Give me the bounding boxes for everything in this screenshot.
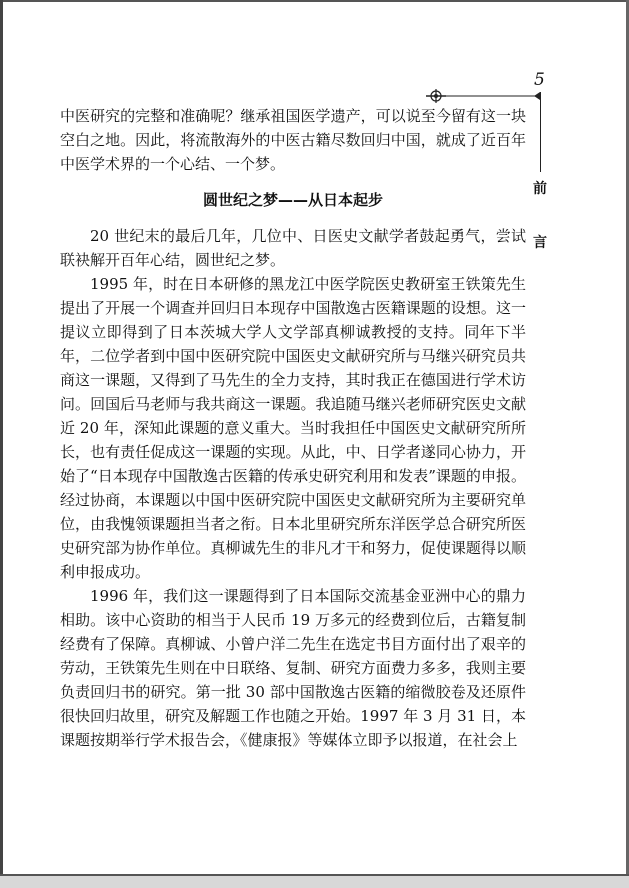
page-frame-top — [0, 0, 629, 2]
paragraph-1: 20 世纪末的最后几年，几位中、日医史文献学者鼓起勇气，尝试联袂解开百年心结，圆世纪之梦。 — [60, 227, 526, 269]
side-rule — [540, 92, 541, 172]
page-frame-bottom — [0, 874, 629, 888]
side-char-yan: 言 — [533, 235, 547, 251]
page-body — [60, 104, 526, 752]
paragraph-2: 1995 年，时在日本研修的黑龙江中医学院医史教研室王铁策先生提出了开展一个调查并回归日本现存中国散逸古医籍课题的设想。这一提议立即得到了日本茨城大学人文学部真柳诚教授的支持。同年下半年，二位学者到中国中医研究院中国医史文献研究所与马继兴研究员共商这一课题，又得到了马先生的全力支持，其时我正在德国进行学术访问。回国后马老师与我共商这一课题。我追随马继兴老师研究医史文献近 20 年，深知此课题的意义重大。当时我担任中国医史文献研究所所长，也有责任促成这一课题的实现。从此，中、日学者遂同心协力，开始了“日本现存中国散逸古医籍的传承史研究利用和发表”课题的申报。经过协商，本课题以中国中医研究院中国医史文献研究所为主要研究单位，由我愧领课题担当者之衔。日本北里研究所东洋医学总合研究所医史研究部为协作单位。真柳诚先生的非凡才干和努力，促使课题得以顺利申报成功。 — [60, 275, 526, 581]
section-heading: 圆世纪之梦——从日本起步 — [202, 191, 383, 209]
side-char-qian: 前 — [533, 181, 547, 197]
page-number: 5 — [534, 70, 545, 90]
paragraph-3: 1996 年，我们这一课题得到了日本国际交流基金亚洲中心的鼎力相助。该中心资助的相当于人民币 19 万多元的经费到位后，古籍复制经费有了保障。真柳诚、小曾户洋二先生在选定书目方面付出了艰辛的劳动，王铁策先生则在中日联络、复制、研究方面费力多多，我则主要负责回归书的研究。第一批 30 部中国散逸古医籍的缩微胶卷及还原件很快回归故里，研究及解题工作也随之开始。1997 年 3 月 31 日，本课题按期举行学术报告会，《健康报》等媒体立即予以报道，在社会上 — [60, 587, 526, 749]
page-frame-left — [0, 0, 3, 876]
paragraph-0: 中医研究的完整和准确呢？继承祖国医学遗产，可以说至今留有这一块空白之地。因此，将流散海外的中医古籍尽数回归中国，就成了近百年中医学术界的一个心结、一个梦。 — [60, 107, 526, 173]
